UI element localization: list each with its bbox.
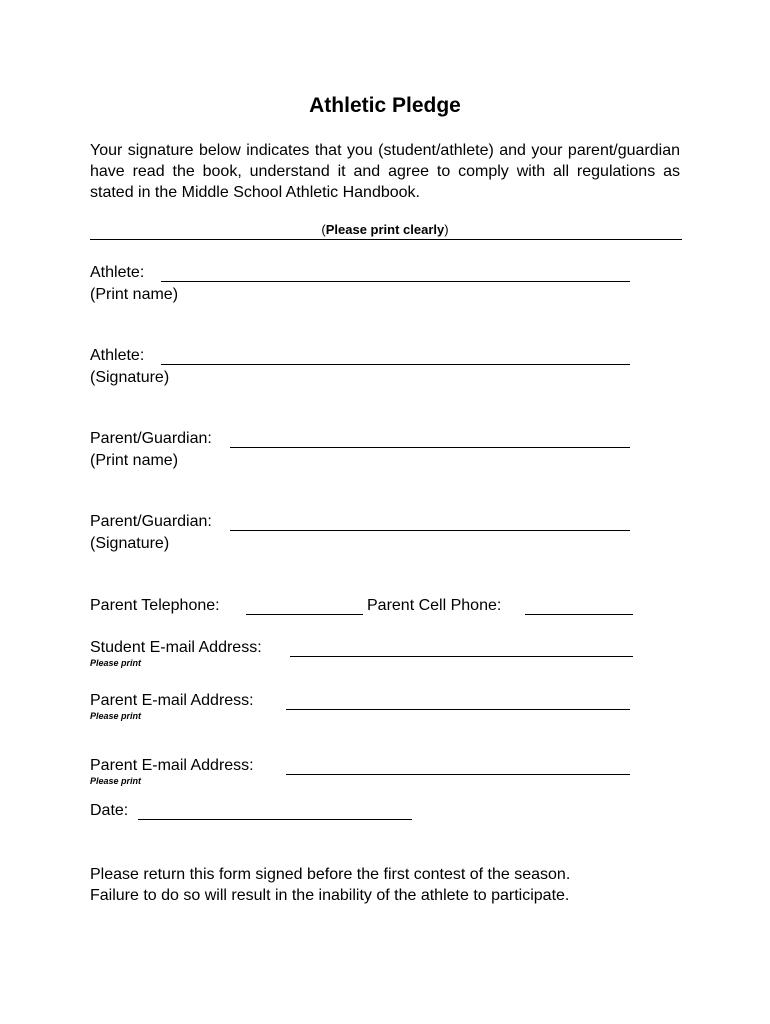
- athlete-signature-label: Athlete:: [90, 347, 145, 364]
- return-instructions: [90, 864, 690, 906]
- parent-print-name-field[interactable]: [230, 447, 630, 448]
- parent-email-1-row: [90, 690, 254, 711]
- parent-email-2-hint: Please print: [90, 776, 142, 786]
- page-title: Athletic Pledge: [309, 94, 461, 117]
- athlete-print-row: [90, 262, 144, 283]
- parent-print-sublabel: (Print name): [90, 452, 179, 469]
- athlete-signature-row: [90, 345, 144, 366]
- parent-signature-row: [90, 511, 212, 532]
- date-row: [90, 800, 128, 821]
- date-label: Date:: [90, 802, 129, 819]
- parent-cell-field[interactable]: [525, 614, 633, 615]
- student-email-row: [90, 637, 262, 658]
- student-email-label: Student E-mail Address:: [90, 639, 262, 656]
- parent-email-1-field[interactable]: [286, 709, 630, 710]
- return-instructions-line-2: Failure to do so will result in the inability of the athlete to participate.: [90, 887, 570, 904]
- parent-signature-label: Parent/Guardian:: [90, 513, 212, 530]
- parent-cell-label: Parent Cell Phone:: [367, 597, 502, 614]
- parent-email-1-label: Parent E-mail Address:: [90, 692, 254, 709]
- parent-email-2-row: [90, 755, 254, 776]
- student-email-hint: Please print: [90, 658, 142, 668]
- print-note-open: (: [321, 222, 326, 237]
- athlete-print-sublabel: (Print name): [90, 286, 179, 303]
- parent-telephone-field[interactable]: [246, 614, 363, 615]
- parent-signature-field[interactable]: [230, 530, 630, 531]
- athlete-signature-field[interactable]: [161, 364, 630, 365]
- intro-paragraph: Your signature below indicates that you (student/athlete) and your parent/guardian have read the book, understand it and agree to comply with all regulations as stated in the Middle School Athletic Handbook.: [90, 142, 680, 201]
- date-field[interactable]: [138, 819, 412, 820]
- athlete-signature-sublabel: (Signature): [90, 369, 170, 386]
- parent-print-label: Parent/Guardian:: [90, 430, 212, 447]
- parent-telephone-label: Parent Telephone:: [90, 597, 220, 614]
- return-instructions-line-1: Please return this form signed before the first contest of the season.: [90, 866, 571, 883]
- parent-email-1-hint: Please print: [90, 711, 142, 721]
- athlete-print-label: Athlete:: [90, 264, 145, 281]
- athlete-print-name-field[interactable]: [161, 281, 630, 282]
- parent-print-row: [90, 428, 212, 449]
- parent-signature-sublabel: (Signature): [90, 535, 170, 552]
- student-email-field[interactable]: [290, 656, 633, 657]
- print-clearly-note: [0, 221, 770, 239]
- header-rule: [90, 239, 682, 240]
- parent-email-2-field[interactable]: [286, 774, 630, 775]
- print-note-text: Please print clearly: [325, 222, 445, 237]
- parent-cell-row: [367, 595, 501, 616]
- print-note-close: ): [444, 222, 449, 237]
- parent-email-2-label: Parent E-mail Address:: [90, 757, 254, 774]
- parent-telephone-row: [90, 595, 220, 616]
